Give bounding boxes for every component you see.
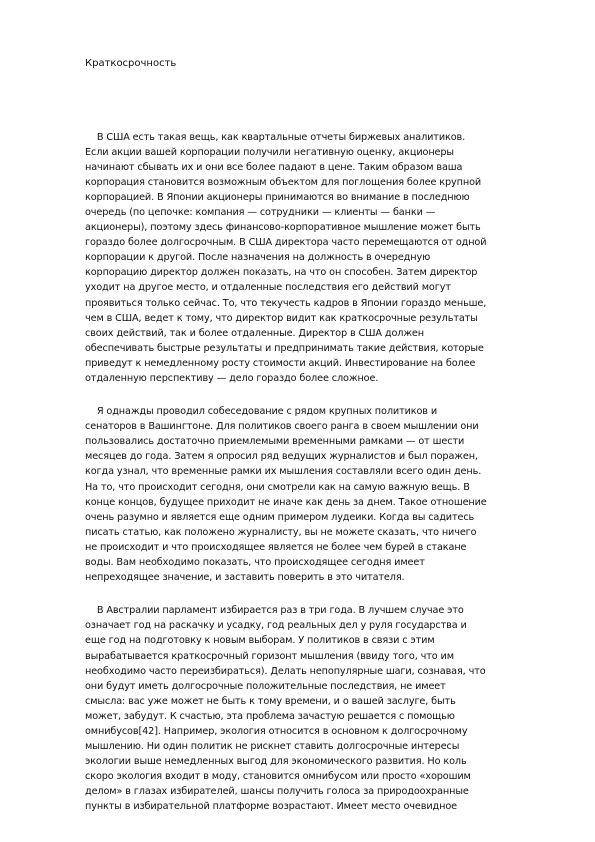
paragraph-1 — [85, 130, 513, 386]
text-line: проявиться только сейчас. То, что текучесть кадров в Японии гораздо меньше, — [85, 297, 487, 309]
text-line: вырабатывается краткосрочный горизонт мышления (ввиду того, что им — [85, 650, 454, 662]
text-line: гораздо более долгосрочным. В США директора часто перемещаются от одной — [85, 237, 487, 249]
text-line: обеспечивать быстрые результаты и предпринимать такие действия, которые — [85, 342, 484, 354]
text-line: уходит на другое место, и отдаленные последствия его действий могут — [85, 282, 451, 294]
paragraph-3 — [85, 603, 513, 814]
text-line: чем в США, ведет к тому, что директор видит как краткосрочные результаты — [85, 312, 478, 324]
text-line: Если акции вашей корпорации получили негативную оценку, акционеры — [85, 147, 454, 159]
text-line: Я однажды проводил собеседование с рядом крупных политиков и — [85, 406, 438, 418]
text-line: они будут иметь долгосрочные положительные последствия, не имеет — [85, 680, 446, 692]
text-line: экологии выше немедленных выгод для экономического развития. Но коль — [85, 755, 467, 767]
text-line: корпорация становится возможным объектом для поглощения более крупной — [85, 177, 482, 189]
document-title: Краткосрочность — [85, 58, 177, 69]
text-line: В Австралии парламент избирается раз в три года. В лучшем случае это — [85, 605, 464, 617]
text-line: корпорацией. В Японии акционеры принимаются во внимание в последнюю — [85, 192, 470, 204]
paragraph-2 — [85, 404, 513, 585]
text-line: может, забудут. К счастью, эта проблема зачастую решается с помощью — [85, 710, 455, 722]
text-line: непреходящее значение, и заставить поверить в это читателя. — [85, 571, 405, 583]
text-line: скоро экология входит в моду, становится омнибусом или просто «хорошим — [85, 770, 471, 782]
text-line: еще год на подготовку к новым выборам. У политиков в связи с этим — [85, 635, 435, 647]
text-line: корпорации к другой. После назначения на должность в очередную — [85, 252, 431, 264]
text-line: своих действий, так и более отдаленные. Директор в США должен — [85, 327, 424, 339]
text-line: мышлению. Ни один политик не рискнет ставить долгосрочные интересы — [85, 740, 460, 752]
text-line: пункты в избирательной платформе возрастают. Имеет место очевидное — [85, 800, 457, 812]
text-line: На то, что происходит сегодня, они смотрели как на самую важную вещь. В — [85, 481, 470, 493]
text-line: омнибусов[42]. Например, экология относится в основном к долгосрочному — [85, 725, 468, 737]
text-line: означает год на раскачку и усадку, год реальных дел у руля государства и — [85, 620, 467, 632]
text-line: не происходит и что происходящее является не более чем бурей в стакане — [85, 541, 467, 553]
text-line: писать статью, как положено журналисту, вы не можете сказать, что ничего — [85, 526, 477, 538]
text-line: приведут к немедленному росту стоимости акций. Инвестирование на более — [85, 357, 476, 369]
text-line: акционеры), поэтому здесь финансово-корпоративное мышление может быть — [85, 222, 481, 234]
text-line: пользовались достаточно приемлемыми временными рамками — от шести — [85, 436, 465, 448]
text-line: корпорацию директор должен показать, на что он способен. Затем директор — [85, 267, 478, 279]
text-line: очередь (по цепочке: компания — сотрудники — клиенты — банки — — [85, 207, 436, 219]
document-body — [85, 130, 513, 833]
text-line: отдаленную перспективу — дело гораздо более сложное. — [85, 372, 379, 384]
text-line: когда узнал, что временные рамки их мышления составляли всего один день. — [85, 466, 482, 478]
text-line: В США есть такая вещь, как квартальные отчеты биржевых аналитиков. — [85, 132, 466, 143]
text-line: делом» в глазах избирателей, шансы получить голоса за природоохранные — [85, 785, 469, 797]
text-line: начинают сбывать их и они все более падают в цене. Таким образом ваша — [85, 162, 463, 174]
text-line: очень разумно и является еще одним примером лудеики. Когда вы садитесь — [85, 511, 475, 523]
text-line: сенаторов в Вашингтоне. Для политиков своего ранга в своем мышлении они — [85, 421, 479, 433]
text-line: необходимо часто переизбираться). Делать непопулярные шаги, сознавая, что — [85, 665, 486, 677]
text-line: месяцев до года. Затем я опросил ряд ведущих журналистов и был поражен, — [85, 451, 478, 463]
text-line: смысла: вас уже может не быть к тому времени, и о вашей заслуге, быть — [85, 695, 456, 707]
text-line: воды. Вам необходимо показать, что происходящее сегодня имеет — [85, 556, 425, 568]
text-line: конце концов, будущее приходит не иначе как день за днем. Такое отношение — [85, 496, 487, 508]
